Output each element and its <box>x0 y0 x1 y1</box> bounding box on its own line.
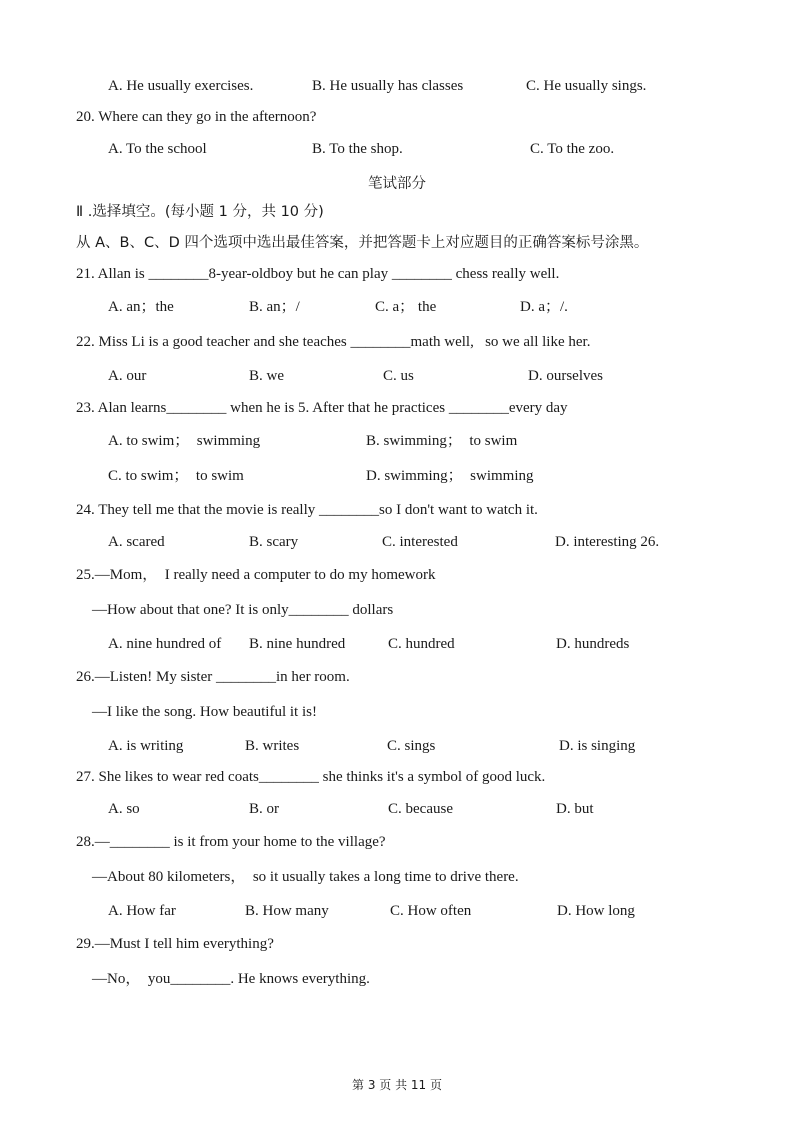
page-footer: 第 3 页 共 11 页 <box>352 1078 442 1092</box>
q21-stem: 21. Allan is ________8-year-oldboy but he can play ________ chess really well. <box>76 266 560 282</box>
q27-option-c: C. because <box>388 801 453 817</box>
q27-option-d: D. but <box>556 801 594 817</box>
q24-option-b: B. scary <box>249 534 299 550</box>
q21-option-b: B. an；/ <box>249 299 300 315</box>
q21-option-d: D. a；/. <box>520 299 568 315</box>
q28-option-b: B. How many <box>245 903 329 919</box>
q20-option-b: B. To the shop. <box>312 141 403 157</box>
q28-reply: —About 80 kilometers， so it usually takes a long time to drive there. <box>92 869 519 885</box>
q22-stem: 22. Miss Li is a good teacher and she teaches ________math well, so we all like her. <box>76 334 591 350</box>
q26-option-d: D. is singing <box>559 738 636 754</box>
q26-reply: —I like the song. How beautiful it is! <box>92 704 317 720</box>
q21-option-a: A. an；the <box>108 299 174 315</box>
q23-option-a: A. to swim； swimming <box>108 433 261 449</box>
q29-reply: —No， you________. He knows everything. <box>92 971 370 987</box>
q27-stem: 27. She likes to wear red coats________ she thinks it's a symbol of good luck. <box>76 769 546 785</box>
q26-option-a: A. is writing <box>108 738 184 754</box>
q27-option-b: B. or <box>249 801 279 817</box>
q21-option-c: C. a； the <box>375 299 437 315</box>
q22-option-d: D. ourselves <box>528 368 603 384</box>
q25-stem: 25.—Mom， I really need a computer to do my homework <box>76 567 436 583</box>
q25-option-c: C. hundred <box>388 636 455 652</box>
q26-option-b: B. writes <box>245 738 300 754</box>
q29-stem: 29.—Must I tell him everything? <box>76 936 274 952</box>
q20-option-c: C. To the zoo. <box>530 141 615 157</box>
q22-option-c: C. us <box>383 368 414 384</box>
q20-stem: 20. Where can they go in the afternoon? <box>76 109 317 125</box>
q24-option-a: A. scared <box>108 534 165 550</box>
section-title: 笔试部分 <box>368 176 426 192</box>
part2-instruction: 从 A、B、C、D 四个选项中选出最佳答案，并把答题卡上对应题目的正确答案标号涂黑。 <box>76 235 649 251</box>
q23-option-d: D. swimming； swimming <box>366 468 534 484</box>
q23-option-c: C. to swim； to swim <box>108 468 244 484</box>
q28-option-c: C. How often <box>390 903 472 919</box>
q22-option-a: A. our <box>108 368 147 384</box>
q23-option-b: B. swimming； to swim <box>366 433 518 449</box>
q25-option-d: D. hundreds <box>556 636 630 652</box>
q25-option-a: A. nine hundred of <box>108 636 222 652</box>
q26-option-c: C. sings <box>387 738 436 754</box>
q20-option-a: A. To the school <box>108 141 207 157</box>
q19-option-b: B. He usually has classes <box>312 78 464 94</box>
q28-stem: 28.—________ is it from your home to the village? <box>76 834 386 850</box>
q22-option-b: B. we <box>249 368 284 384</box>
q24-stem: 24. They tell me that the movie is really ________so I don't want to watch it. <box>76 502 538 518</box>
q27-option-a: A. so <box>108 801 140 817</box>
q26-stem: 26.—Listen! My sister ________in her room. <box>76 669 350 685</box>
q25-option-b: B. nine hundred <box>249 636 346 652</box>
q28-option-d: D. How long <box>557 903 635 919</box>
q24-option-c: C. interested <box>382 534 458 550</box>
q19-option-c: C. He usually sings. <box>526 78 647 94</box>
q24-option-d: D. interesting 26. <box>555 534 660 550</box>
part2-heading: Ⅱ .选择填空。(每小题 1 分，共 10 分) <box>76 204 324 220</box>
q25-reply: —How about that one? It is only________ dollars <box>92 602 394 618</box>
q28-option-a: A. How far <box>108 903 176 919</box>
q19-option-a: A. He usually exercises. <box>108 78 254 94</box>
q23-stem: 23. Alan learns________ when he is 5. After that he practices ________every day <box>76 400 568 416</box>
